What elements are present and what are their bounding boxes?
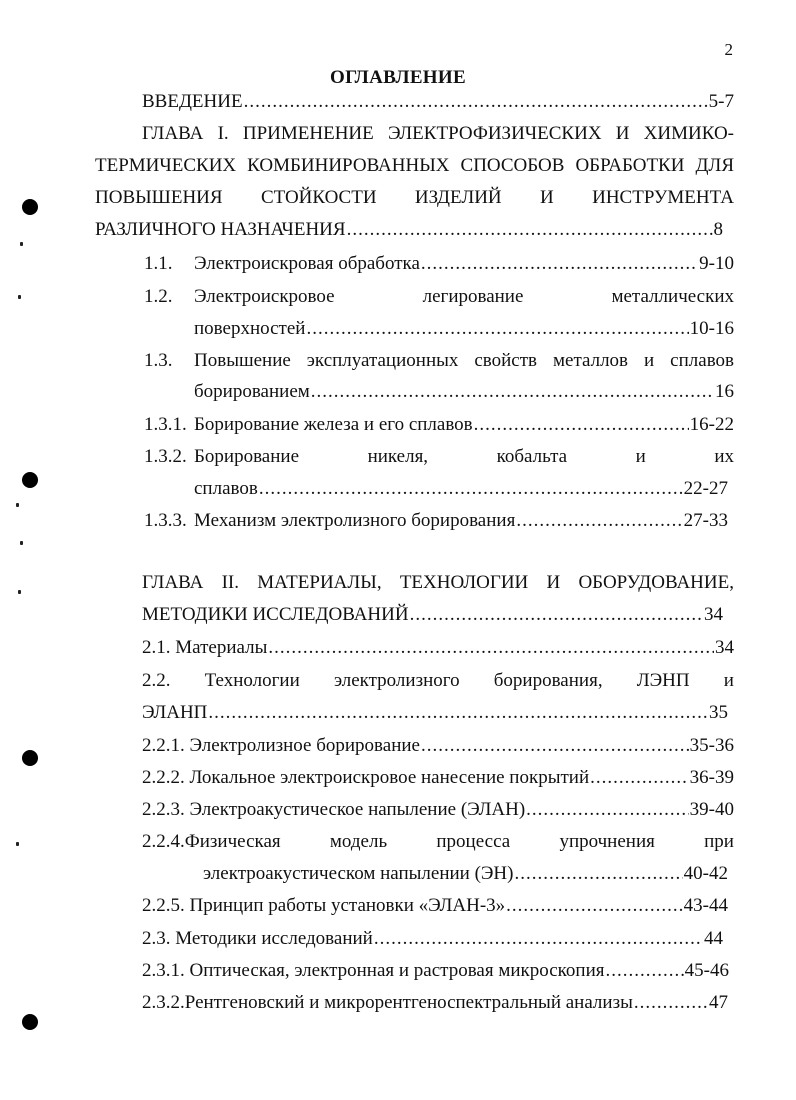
- toc-entry-1-3-cont: борированием ..... 16: [194, 380, 734, 404]
- toc-entry-intro: [142, 90, 734, 114]
- toc-page: 8: [713, 219, 723, 240]
- scan-speck: [20, 541, 23, 545]
- toc-entry-2-2-cont: ЭЛАНП ..... 35: [142, 701, 728, 725]
- toc-entry-1-1: 1.1. Электроискровая обработка ..... 9-10: [144, 252, 734, 276]
- toc-entry-2-2-4: 2.2.4.Физическая модель процесса упрочнения при: [142, 831, 734, 852]
- toc-entry-2-3: 2.3. Методики исследований ..... 44: [142, 927, 723, 951]
- page-title: ОГЛАВЛЕНИЕ: [330, 67, 466, 88]
- scan-speck: [16, 842, 19, 846]
- toc-entry-1-3: 1.3. Повышение эксплуатационных свойств металлов и сплавов: [144, 350, 734, 371]
- scan-speck: [16, 503, 19, 507]
- punch-hole: [22, 472, 38, 488]
- scan-speck: [18, 590, 21, 594]
- toc-entry-1-2: 1.2. Электроискровое легирование металлических: [144, 286, 734, 307]
- scan-speck: [18, 295, 21, 299]
- chapter2-heading-line1: ГЛАВА II. МАТЕРИАЛЫ, ТЕХНОЛОГИИ И ОБОРУДОВАНИЕ,: [142, 572, 734, 593]
- toc-entry-1-2-cont: поверхностей ..... 10-16: [194, 317, 734, 341]
- chapter1-heading-line1: ГЛАВА I. ПРИМЕНЕНИЕ ЭЛЕКТРОФИЗИЧЕСКИХ И ХИМИКО-: [142, 123, 734, 144]
- punch-hole: [22, 750, 38, 766]
- page-number: 2: [724, 40, 733, 59]
- toc-entry-2-2-2: 2.2.2. Локальное электроискровое нанесение покрытий ..... 36-39: [142, 766, 734, 790]
- toc-entry-2-2: 2.2. Технологии электролизного борирования, ЛЭНП и: [142, 670, 734, 691]
- chapter2-heading-line2: МЕТОДИКИ ИССЛЕДОВАНИЙ ..... 34: [142, 603, 723, 627]
- punch-hole: [22, 199, 38, 215]
- toc-entry-1-3-2-cont: сплавов ..... 22-27: [194, 477, 728, 501]
- toc-entry-2-2-5: 2.2.5. Принцип работы установки «ЭЛАН-3» ..... 43-44: [142, 894, 728, 918]
- toc-label: ВВЕДЕНИЕ: [142, 91, 243, 112]
- chapter1-heading-line4: РАЗЛИЧНОГО НАЗНАЧЕНИЯ ..... 8: [95, 218, 723, 242]
- toc-entry-2-2-4-cont: электроакустическом напылении (ЭН) ..... 40-42: [203, 862, 728, 886]
- chapter1-heading-line2: ТЕРМИЧЕСКИХ КОМБИНИРОВАННЫХ СПОСОБОВ ОБРАБОТКИ ДЛЯ: [95, 155, 734, 176]
- toc-entry-1-3-1: 1.3.1. Борирование железа и его сплавов ..... 16-22: [144, 413, 734, 437]
- toc-entry-1-3-3: 1.3.3. Механизм электролизного борирования ..... 27-33: [144, 509, 728, 533]
- toc-entry-2-2-1: 2.2.1. Электролизное борирование ..... 35-36: [142, 734, 734, 758]
- chapter1-heading-line3: ПОВЫШЕНИЯ СТОЙКОСТИ ИЗДЕЛИЙ И ИНСТРУМЕНТА: [95, 187, 734, 208]
- toc-entry-2-3-1: 2.3.1. Оптическая, электронная и растровая микроскопия ..... 45-46: [142, 959, 729, 983]
- toc-page: 5-7: [708, 91, 734, 112]
- punch-hole: [22, 1014, 38, 1030]
- scan-speck: [20, 242, 23, 246]
- toc-entry-2-1: 2.1. Материалы ..... 34: [142, 636, 734, 660]
- toc-entry-2-2-3: 2.2.3. Электроакустическое напыление (ЭЛАН) ..... 39-40: [142, 798, 734, 822]
- toc-entry-2-3-2: 2.3.2.Рентгеновский и микрорентгеноспектральный анализы ..... 47: [142, 991, 728, 1015]
- toc-entry-1-3-2: 1.3.2. Борирование никеля, кобальта и их: [144, 446, 734, 467]
